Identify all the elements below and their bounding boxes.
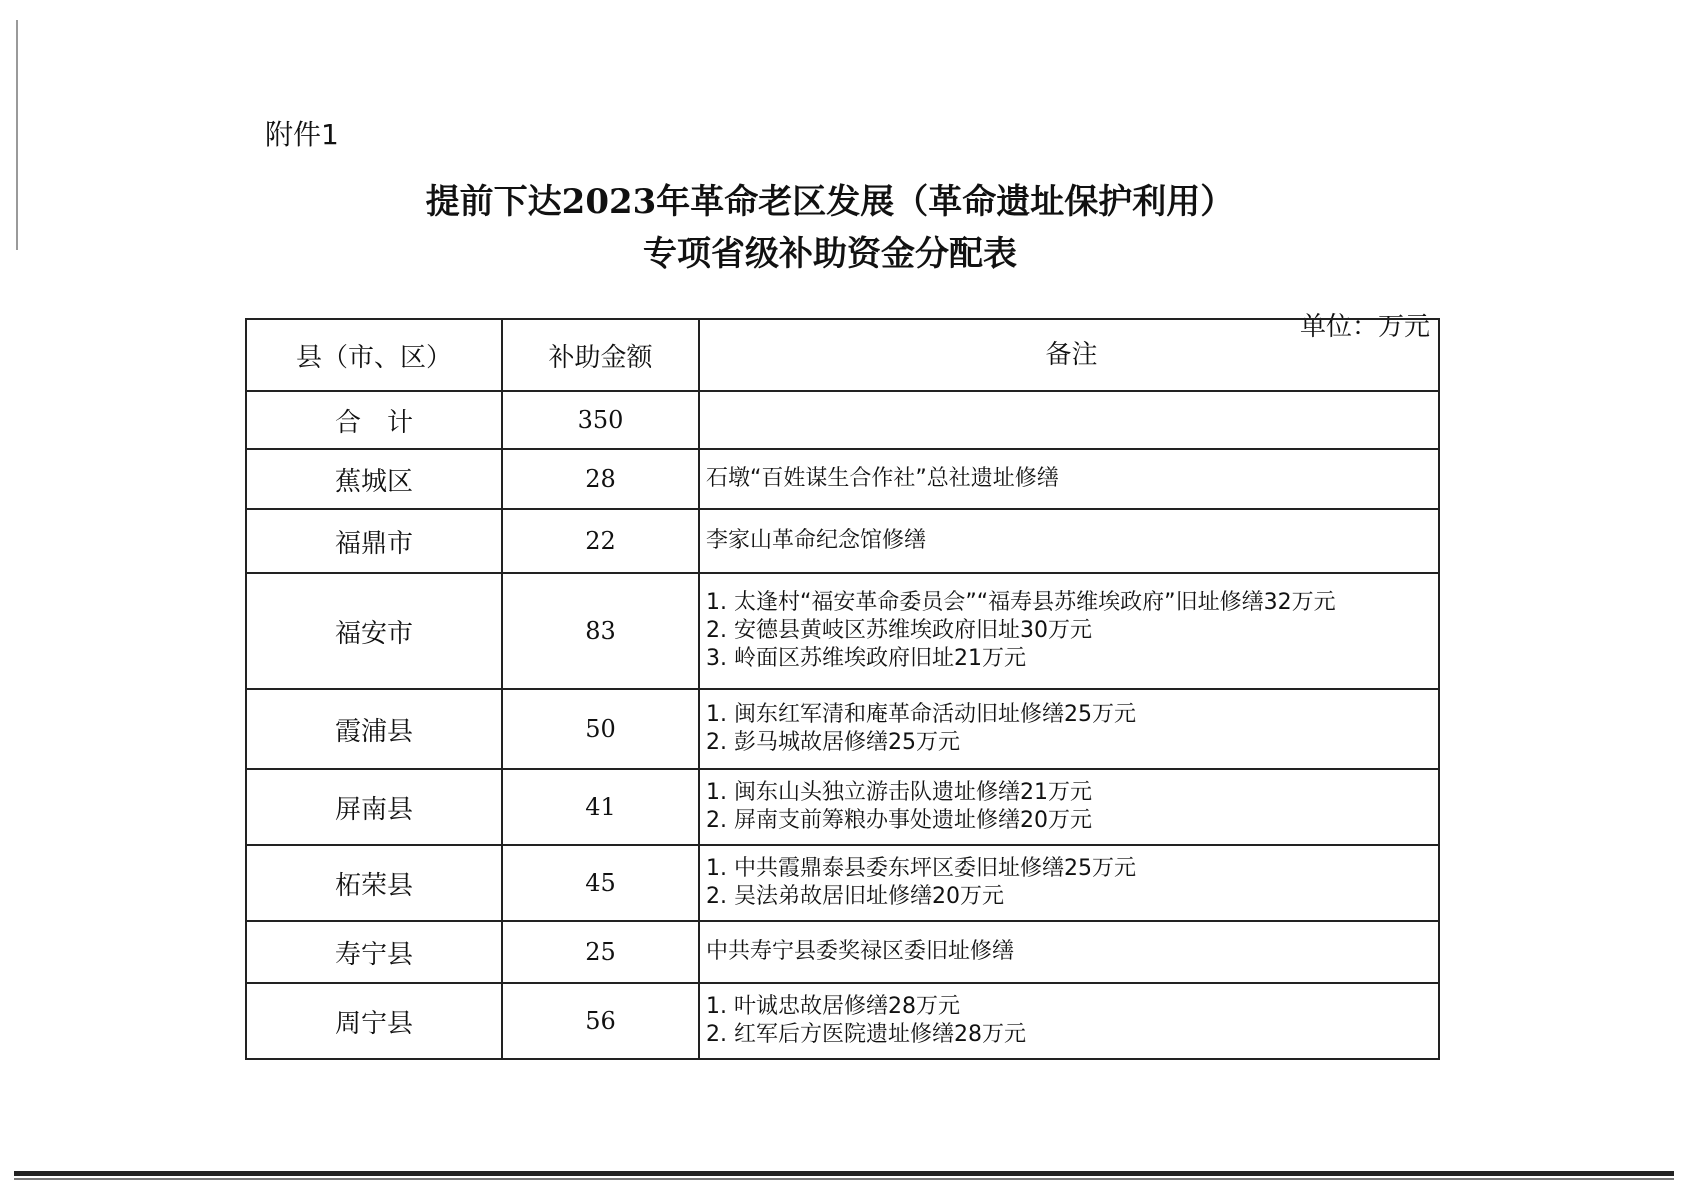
subsidy-amount: 83 xyxy=(502,573,699,689)
note-cell xyxy=(699,769,1439,845)
note-line: 2. 红军后方医院遗址修缮28万元 xyxy=(706,1022,1026,1047)
note-line: 1. 叶诚忠故居修缮28万元 xyxy=(706,994,960,1019)
unit-label: 单位：万元 xyxy=(1300,312,1431,342)
table-row xyxy=(246,769,1439,845)
subsidy-amount: 56 xyxy=(502,983,699,1059)
table-row xyxy=(246,845,1439,921)
table-row xyxy=(246,983,1439,1059)
table-row xyxy=(246,689,1439,769)
note-cell xyxy=(699,689,1439,769)
county-name: 福安市 xyxy=(246,573,502,689)
scan-edge-left xyxy=(16,20,18,250)
note-line: 中共寿宁县委奖禄区委旧址修缮 xyxy=(706,939,1015,964)
table-row xyxy=(246,449,1439,509)
total-label: 合 计 xyxy=(246,391,502,449)
subsidy-amount: 25 xyxy=(502,921,699,983)
county-name: 蕉城区 xyxy=(246,449,502,509)
county-name: 福鼎市 xyxy=(246,509,502,573)
table-row xyxy=(246,573,1439,689)
note-line: 1. 闽东山头独立游击队遗址修缮21万元 xyxy=(706,780,1092,805)
title-line-2: 专项省级补助资金分配表 xyxy=(643,234,1017,274)
header-amount: 补助金额 xyxy=(502,319,699,391)
scan-edge-bottom xyxy=(14,1171,1674,1176)
total-note xyxy=(699,391,1439,449)
note-cell xyxy=(699,573,1439,689)
note-line: 1. 中共霞鼎泰县委东坪区委旧址修缮25万元 xyxy=(706,856,1136,881)
note-line: 3. 岭面区苏维埃政府旧址21万元 xyxy=(706,646,1026,671)
title-line-1: 提前下达2023年革命老区发展（革命遗址保护利用） xyxy=(425,182,1235,222)
subsidy-amount: 28 xyxy=(502,449,699,509)
note-line: 2. 屏南支前筹粮办事处遗址修缮20万元 xyxy=(706,808,1092,833)
subsidy-amount: 50 xyxy=(502,689,699,769)
note-cell xyxy=(699,983,1439,1059)
note-cell xyxy=(699,845,1439,921)
note-line: 1. 太逢村“福安革命委员会”“福寿县苏维埃政府”旧址修缮32万元 xyxy=(706,590,1336,615)
subsidy-amount: 45 xyxy=(502,845,699,921)
subsidy-amount: 41 xyxy=(502,769,699,845)
note-line: 石墩“百姓谋生合作社”总社遗址修缮 xyxy=(706,466,1059,491)
document-title xyxy=(380,176,1280,280)
note-cell xyxy=(699,921,1439,983)
note-cell xyxy=(699,509,1439,573)
header-county: 县（市、区） xyxy=(246,319,502,391)
table-row xyxy=(246,509,1439,573)
table-header-row xyxy=(246,319,1439,391)
note-line: 2. 吴法弟故居旧址修缮20万元 xyxy=(706,884,1004,909)
subsidy-amount: 22 xyxy=(502,509,699,573)
county-name: 周宁县 xyxy=(246,983,502,1059)
total-row xyxy=(246,391,1439,449)
table-row xyxy=(246,921,1439,983)
note-line: 2. 彭马城故居修缮25万元 xyxy=(706,730,960,755)
note-line: 1. 闽东红军清和庵革命活动旧址修缮25万元 xyxy=(706,702,1136,727)
total-amount: 350 xyxy=(502,391,699,449)
allocation-table xyxy=(245,318,1440,1060)
note-line: 李家山革命纪念馆修缮 xyxy=(706,528,927,553)
county-name: 寿宁县 xyxy=(246,921,502,983)
header-note: 备注 xyxy=(699,319,1439,391)
note-cell xyxy=(699,449,1439,509)
note-line: 2. 安德县黄岐区苏维埃政府旧址30万元 xyxy=(706,618,1092,643)
county-name: 霞浦县 xyxy=(246,689,502,769)
county-name: 屏南县 xyxy=(246,769,502,845)
scan-edge-bottom-shadow xyxy=(14,1178,1674,1180)
county-name: 柘荣县 xyxy=(246,845,502,921)
attachment-label: 附件1 xyxy=(265,118,339,151)
